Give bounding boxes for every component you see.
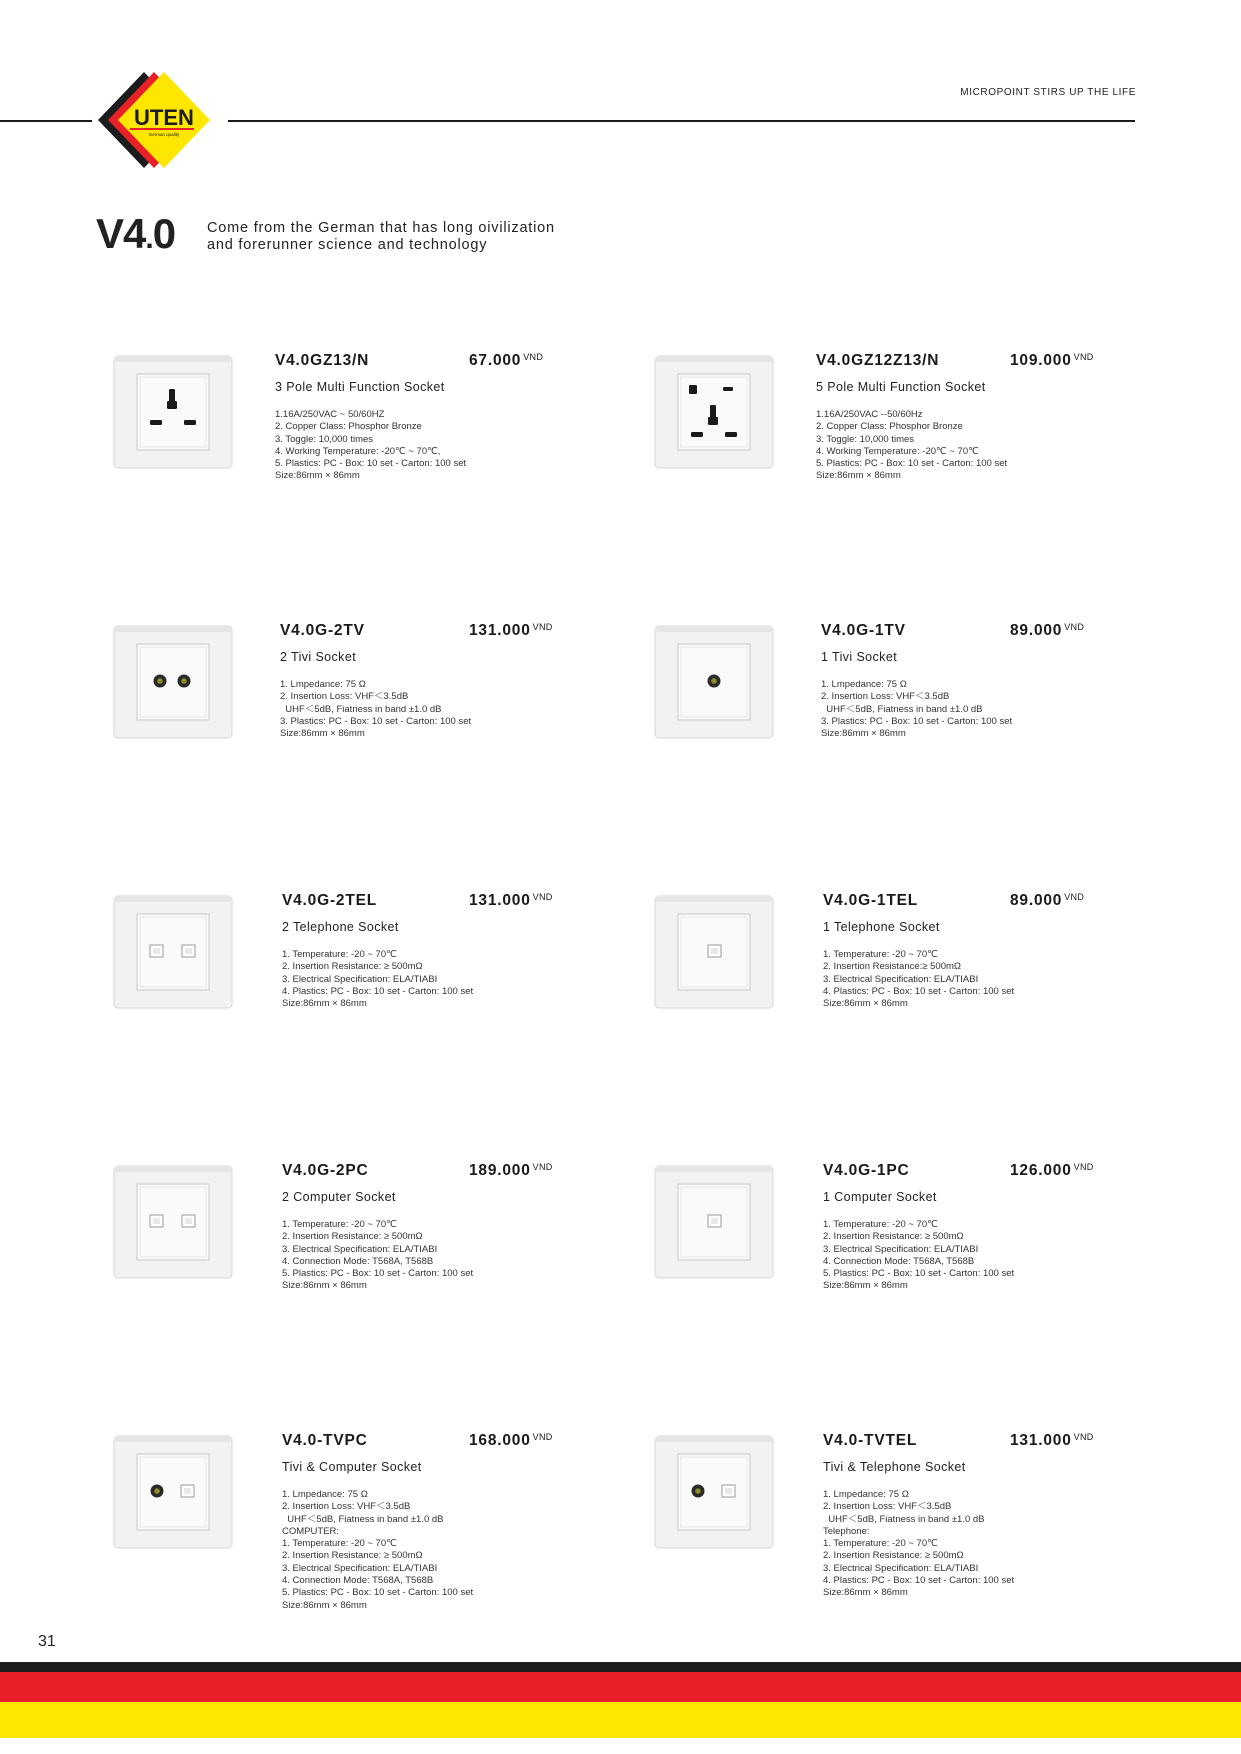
socket-face xyxy=(678,1454,750,1530)
spec-line: 2. Insertion Resistance:≥ 500mΩ xyxy=(823,961,961,973)
socket-plate-top-edge xyxy=(655,626,773,632)
product-code: V4.0-TVPC xyxy=(282,1432,368,1449)
port-jack-inner xyxy=(185,1218,192,1224)
port-jack-inner xyxy=(711,948,718,954)
spec-line: 3. Toggle: 10,000 times xyxy=(275,433,374,445)
spec-line: 3. Electrical Specification: ELA/TIABI xyxy=(823,1243,979,1255)
product-specs xyxy=(823,1489,1123,1600)
spec-line: 2. Insertion Resistance: ≥ 500mΩ xyxy=(282,961,423,973)
spec-line: 2. Insertion Resistance: ≥ 500mΩ xyxy=(282,1550,423,1562)
spec-line: 2. Insertion Resistance: ≥ 500mΩ xyxy=(282,1231,423,1243)
footer-stripe-yellow xyxy=(0,1702,1241,1738)
spec-line: 1. Temperature: -20 ~ 70℃ xyxy=(823,949,938,960)
socket-photo xyxy=(112,352,234,474)
product-price-value: 89.000 xyxy=(1010,892,1063,909)
socket-photo xyxy=(653,1162,775,1284)
series-description-line: and forerunner science and technology xyxy=(207,237,488,253)
socket-photo xyxy=(112,892,234,1014)
product-price-unit: VND xyxy=(532,1162,553,1172)
product-name: 3 Pole Multi Function Socket xyxy=(275,380,445,394)
product-price-value: 168.000 xyxy=(469,1432,531,1449)
product-name: 5 Pole Multi Function Socket xyxy=(816,380,986,394)
spec-line: 5. Plastics: PC - Box: 10 set - Carton: 100 set xyxy=(282,1587,474,1599)
spec-line: Size:86mm × 86mm xyxy=(823,1280,908,1292)
spec-line: 4. Connection Mode: T568A, T568B xyxy=(823,1255,975,1267)
product-code: V4.0G-2TEL xyxy=(282,892,377,909)
socket-pin xyxy=(723,387,733,391)
product-price-unit: VND xyxy=(1064,892,1085,902)
product-code: V4.0G-2PC xyxy=(282,1162,369,1179)
port-jack-inner xyxy=(184,1488,191,1494)
footer-stripe-red xyxy=(0,1672,1241,1702)
product-price xyxy=(469,352,543,370)
product-name: 1 Telephone Socket xyxy=(823,920,940,934)
product-name: 1 Computer Socket xyxy=(823,1190,937,1204)
header-tagline: MICROPOINT STIRS UP THE LIFE xyxy=(960,87,1136,98)
socket-pin xyxy=(169,389,175,403)
spec-line: 2. Copper Class: Phosphor Bronze xyxy=(275,421,422,433)
product-specs xyxy=(282,1489,582,1612)
socket-photo xyxy=(112,1162,234,1284)
socket-pin xyxy=(150,420,162,425)
spec-line: 1.16A/250VAC --50/60Hz xyxy=(816,409,923,420)
socket-pin xyxy=(184,420,196,425)
spec-line: Size:86mm × 86mm xyxy=(816,470,901,482)
product-name: 2 Tivi Socket xyxy=(280,650,357,664)
tv-jack-center xyxy=(157,678,163,684)
product-price xyxy=(469,1432,553,1450)
spec-line: 3. Electrical Specification: ELA/TIABI xyxy=(823,973,979,985)
spec-line: UHF＜5dB, Fiatness in band ±1.0 dB xyxy=(282,1513,444,1525)
product-card xyxy=(653,892,1193,1062)
spec-line: 1. Lmpedance: 75 Ω xyxy=(280,679,366,690)
product-code: V4.0G-1PC xyxy=(823,1162,910,1179)
socket-face xyxy=(137,914,209,990)
spec-line: Size:86mm × 86mm xyxy=(821,728,906,740)
series-title-dot: . xyxy=(145,222,153,255)
product-name: 1 Tivi Socket xyxy=(821,650,898,664)
tv-jack-center xyxy=(711,678,717,684)
product-specs xyxy=(282,1219,582,1293)
product-name: Tivi & Computer Socket xyxy=(282,1460,422,1474)
product-name: 2 Telephone Socket xyxy=(282,920,399,934)
socket-plate-top-edge xyxy=(114,1166,232,1172)
tv-jack-center xyxy=(154,1488,160,1494)
product-code: V4.0G-1TV xyxy=(821,622,906,639)
spec-line: 1. Lmpedance: 75 Ω xyxy=(821,679,907,690)
product-card xyxy=(112,892,652,1062)
product-price xyxy=(1010,352,1094,370)
spec-line: 1.16A/250VAC ~ 50/60HZ xyxy=(275,409,385,420)
product-card xyxy=(653,1432,1193,1602)
spec-line: 5. Plastics: PC - Box: 10 set - Carton: 100 set xyxy=(823,1268,1015,1280)
series-title-end: 0 xyxy=(152,210,176,257)
socket-photo xyxy=(653,892,775,1014)
product-name: Tivi & Telephone Socket xyxy=(823,1460,966,1474)
product-card xyxy=(653,352,1193,522)
product-specs xyxy=(823,949,1123,1010)
product-specs xyxy=(821,679,1121,740)
product-specs xyxy=(282,949,582,1010)
product-price-unit: VND xyxy=(523,352,544,362)
product-specs xyxy=(816,409,1116,483)
socket-face xyxy=(137,374,209,450)
spec-line: 3. Electrical Specification: ELA/TIABI xyxy=(282,1243,438,1255)
header-rule-right xyxy=(228,120,1135,122)
socket-face xyxy=(137,644,209,720)
socket-plate-top-edge xyxy=(655,1436,773,1442)
socket-plate-top-edge xyxy=(655,356,773,362)
product-specs xyxy=(280,679,580,740)
product-price-unit: VND xyxy=(1073,1162,1094,1172)
spec-line: 4. Working Temperature: -20℃ ~ 70℃, xyxy=(275,445,441,457)
socket-face xyxy=(137,1454,209,1530)
socket-photo xyxy=(112,622,234,744)
socket-pin xyxy=(167,401,177,409)
product-price-value: 67.000 xyxy=(469,352,522,369)
spec-line: 1. Lmpedance: 75 Ω xyxy=(282,1489,368,1500)
product-price xyxy=(469,622,553,640)
product-price-unit: VND xyxy=(1073,352,1094,362)
spec-line: COMPUTER: xyxy=(282,1525,339,1537)
socket-plate-top-edge xyxy=(655,1166,773,1172)
spec-line: Size:86mm × 86mm xyxy=(282,1599,367,1611)
product-code: V4.0G-1TEL xyxy=(823,892,918,909)
product-price xyxy=(469,892,553,910)
socket-plate-top-edge xyxy=(655,896,773,902)
tv-jack-center xyxy=(181,678,187,684)
series-title-main: V4 xyxy=(96,210,146,257)
socket-pin xyxy=(710,405,716,419)
spec-line: 3. Electrical Specification: ELA/TIABI xyxy=(282,1562,438,1574)
socket-plate-top-edge xyxy=(114,1436,232,1442)
socket-pin xyxy=(708,417,718,425)
port-jack-inner xyxy=(711,1218,718,1224)
spec-line: 5. Plastics: PC - Box: 10 set - Carton: 100 set xyxy=(282,1268,474,1280)
product-name: 2 Computer Socket xyxy=(282,1190,396,1204)
spec-line: 1. Temperature: -20 ~ 70℃ xyxy=(282,1219,397,1230)
product-price-unit: VND xyxy=(532,892,553,902)
spec-line: 3. Toggle: 10,000 times xyxy=(816,433,915,445)
series-description xyxy=(207,220,607,254)
product-code: V4.0GZ12Z13/N xyxy=(816,352,940,369)
spec-line: 4. Connection Mode: T568A, T568B xyxy=(282,1255,434,1267)
product-card xyxy=(653,622,1193,792)
spec-line: 3. Plastics: PC - Box: 10 set - Carton: 100 set xyxy=(821,715,1013,727)
product-card xyxy=(112,622,652,792)
product-price-value: 131.000 xyxy=(469,622,531,639)
product-card xyxy=(653,1162,1193,1332)
spec-line: 1. Temperature: -20 ~ 70℃ xyxy=(823,1538,938,1550)
spec-line: Size:86mm × 86mm xyxy=(823,998,908,1010)
port-jack-inner xyxy=(185,948,192,954)
product-price-value: 189.000 xyxy=(469,1162,531,1179)
product-price xyxy=(1010,892,1084,910)
spec-line: 3. Electrical Specification: ELA/TIABI xyxy=(823,1562,979,1574)
port-jack-inner xyxy=(725,1488,732,1494)
product-price-unit: VND xyxy=(1064,622,1085,632)
spec-line: 1. Temperature: -20 ~ 70℃ xyxy=(823,1219,938,1230)
product-price xyxy=(1010,622,1084,640)
spec-line: 5. Plastics: PC - Box: 10 set - Carton: 100 set xyxy=(275,458,467,470)
socket-pin xyxy=(725,432,737,437)
socket-photo xyxy=(653,1432,775,1554)
spec-line: 4. Working Temperature: -20℃ ~ 70℃ xyxy=(816,445,979,457)
socket-plate-top-edge xyxy=(114,356,232,362)
socket-plate-top-edge xyxy=(114,626,232,632)
spec-line: 1. Temperature: -20 ~ 70℃ xyxy=(282,949,397,960)
series-description-line: Come from the German that has long oivilization xyxy=(207,220,555,236)
spec-line: Size:86mm × 86mm xyxy=(280,728,365,740)
spec-line: 2. Insertion Loss: VHF＜3.5dB xyxy=(280,691,409,703)
spec-line: 3. Plastics: PC - Box: 10 set - Carton: 100 set xyxy=(280,715,472,727)
socket-plate-top-edge xyxy=(114,896,232,902)
tv-jack-center xyxy=(695,1488,701,1494)
product-price-value: 109.000 xyxy=(1010,352,1072,369)
product-price-unit: VND xyxy=(1073,1432,1094,1442)
product-code: V4.0G-2TV xyxy=(280,622,365,639)
spec-line: UHF＜5dB, Fiatness in band ±1.0 dB xyxy=(821,703,983,715)
socket-pin xyxy=(689,385,697,394)
series-title xyxy=(96,210,175,258)
socket-face xyxy=(137,1184,209,1260)
product-price-unit: VND xyxy=(532,622,553,632)
product-code: V4.0-TVTEL xyxy=(823,1432,918,1449)
logo-brand: UTEN xyxy=(134,105,194,130)
port-jack-inner xyxy=(153,1218,160,1224)
footer-stripe-black xyxy=(0,1662,1241,1672)
product-price-value: 89.000 xyxy=(1010,622,1063,639)
product-card xyxy=(112,352,652,522)
spec-line: 2. Insertion Loss: VHF＜3.5dB xyxy=(821,691,950,703)
product-price-value: 126.000 xyxy=(1010,1162,1072,1179)
product-price xyxy=(469,1162,553,1180)
spec-line: 4. Plastics: PC - Box: 10 set - Carton: 100 set xyxy=(282,985,474,997)
spec-line: 2. Insertion Resistance: ≥ 500mΩ xyxy=(823,1550,964,1562)
spec-line: Size:86mm × 86mm xyxy=(275,470,360,482)
spec-line: 4. Plastics: PC - Box: 10 set - Carton: 100 set xyxy=(823,1575,1015,1587)
socket-pin xyxy=(691,432,703,437)
product-specs xyxy=(275,409,575,483)
uten-logo xyxy=(92,70,216,174)
spec-line: 2. Insertion Loss: VHF＜3.5dB xyxy=(823,1501,952,1513)
product-price-value: 131.000 xyxy=(469,892,531,909)
product-card xyxy=(112,1432,652,1611)
socket-photo xyxy=(653,352,775,474)
product-code: V4.0GZ13/N xyxy=(275,352,370,369)
product-card xyxy=(112,1162,652,1332)
spec-line: UHF＜5dB, Fiatness in band ±1.0 dB xyxy=(280,703,442,715)
port-jack-inner xyxy=(153,948,160,954)
spec-line: 2. Insertion Resistance: ≥ 500mΩ xyxy=(823,1231,964,1243)
spec-line: UHF＜5dB, Fiatness in band ±1.0 dB xyxy=(823,1513,985,1525)
product-specs xyxy=(823,1219,1123,1293)
page-number: 31 xyxy=(38,1633,56,1650)
product-price xyxy=(1010,1432,1094,1450)
socket-photo xyxy=(653,622,775,744)
spec-line: 3. Electrical Specification: ELA/TIABI xyxy=(282,973,438,985)
spec-line: 4. Plastics: PC - Box: 10 set - Carton: 100 set xyxy=(823,985,1015,997)
product-price-unit: VND xyxy=(532,1432,553,1442)
spec-line: 1. Lmpedance: 75 Ω xyxy=(823,1489,909,1500)
spec-line: 5. Plastics: PC - Box: 10 set - Carton: 100 set xyxy=(816,458,1008,470)
header-rule-left xyxy=(0,120,92,122)
spec-line: 2. Insertion Loss: VHF＜3.5dB xyxy=(282,1501,411,1513)
logo-brand-sub: German quality xyxy=(148,132,180,137)
spec-line: Size:86mm × 86mm xyxy=(282,1280,367,1292)
spec-line: 1. Temperature: -20 ~ 70℃ xyxy=(282,1538,397,1550)
product-price-value: 131.000 xyxy=(1010,1432,1072,1449)
spec-line: Size:86mm × 86mm xyxy=(282,998,367,1010)
spec-line: Size:86mm × 86mm xyxy=(823,1587,908,1599)
spec-line: 4. Connection Mode: T568A, T568B xyxy=(282,1575,434,1587)
spec-line: Telephone: xyxy=(823,1525,870,1537)
socket-photo xyxy=(112,1432,234,1554)
spec-line: 2. Copper Class: Phosphor Bronze xyxy=(816,421,963,433)
product-price xyxy=(1010,1162,1094,1180)
